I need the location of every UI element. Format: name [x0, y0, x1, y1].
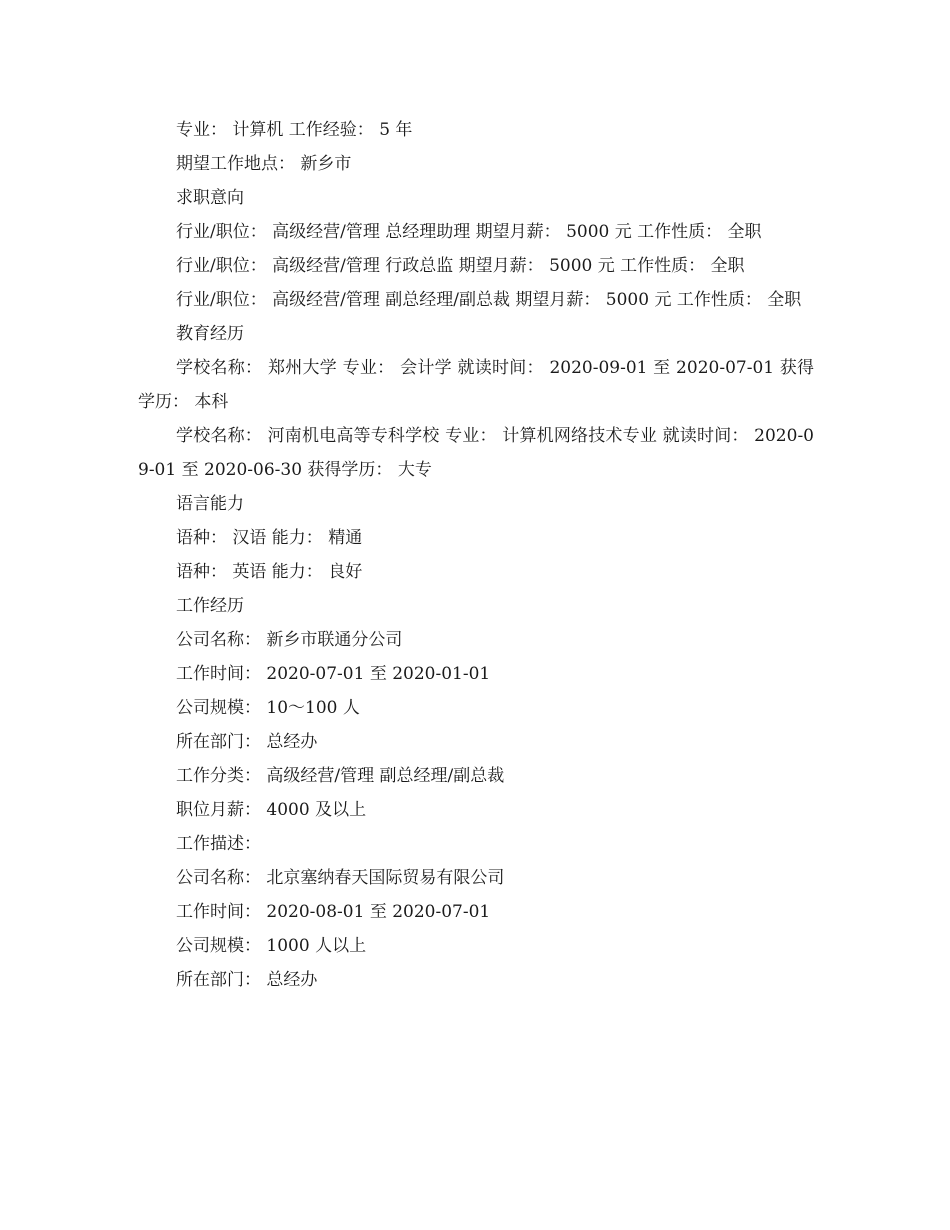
text: 所在部门： 总经办	[176, 732, 318, 752]
section-heading-education	[138, 317, 814, 351]
text: 学校名称： 郑州大学 专业： 会计学 就读时间： 2020-09-01 至 2020-07-01 获得学历： 本科	[138, 358, 814, 412]
line-company-name-2	[138, 861, 814, 895]
line-company-name-1	[138, 623, 814, 657]
text: 求职意向	[176, 188, 244, 208]
text: 行业/职位： 高级经营/管理 行政总监 期望月薪： 5000 元 工作性质： 全职	[176, 256, 745, 276]
section-heading-job-intention	[138, 181, 814, 215]
line-major-experience	[138, 113, 814, 147]
text: 语种： 汉语 能力： 精通	[176, 528, 363, 548]
line-job-description-1	[138, 827, 814, 861]
line-expected-location	[138, 147, 814, 181]
line-job-category-1	[138, 759, 814, 793]
text: 公司名称： 北京塞纳春天国际贸易有限公司	[176, 868, 505, 888]
text: 所在部门： 总经办	[176, 970, 318, 990]
text: 学校名称： 河南机电高等专科学校 专业： 计算机网络技术专业 就读时间： 2020-09-01 至 2020-06-30 获得学历： 大专	[138, 426, 814, 480]
line-work-period-2	[138, 895, 814, 929]
section-heading-work-history	[138, 589, 814, 623]
line-job-intention-3	[138, 283, 814, 317]
text: 公司名称： 新乡市联通分公司	[176, 630, 403, 650]
text: 职位月薪： 4000 及以上	[176, 800, 367, 820]
line-language-1	[138, 521, 814, 555]
line-department-2	[138, 963, 814, 997]
text: 期望工作地点： 新乡市	[176, 154, 352, 174]
line-language-2	[138, 555, 814, 589]
line-department-1	[138, 725, 814, 759]
text: 教育经历	[176, 324, 244, 344]
line-company-size-2	[138, 929, 814, 963]
text: 行业/职位： 高级经营/管理 总经理助理 期望月薪： 5000 元 工作性质： 全职	[176, 222, 762, 242]
text: 专业： 计算机 工作经验： 5 年	[176, 120, 413, 140]
text: 工作经历	[176, 596, 244, 616]
text: 行业/职位： 高级经营/管理 副总经理/副总裁 期望月薪： 5000 元 工作性质： 全职	[176, 290, 802, 310]
text: 工作时间： 2020-07-01 至 2020-01-01	[176, 664, 491, 684]
line-job-intention-1	[138, 215, 814, 249]
line-work-period-1	[138, 657, 814, 691]
line-job-intention-2	[138, 249, 814, 283]
line-company-size-1	[138, 691, 814, 725]
document-page	[138, 113, 814, 997]
text: 工作描述：	[176, 834, 261, 854]
line-monthly-salary-1	[138, 793, 814, 827]
text: 语言能力	[176, 494, 244, 514]
text: 工作时间： 2020-08-01 至 2020-07-01	[176, 902, 491, 922]
text: 公司规模： 1000 人以上	[176, 936, 367, 956]
text: 工作分类： 高级经营/管理 副总经理/副总裁	[176, 766, 505, 786]
section-heading-language	[138, 487, 814, 521]
text: 语种： 英语 能力： 良好	[176, 562, 363, 582]
line-education-2	[138, 419, 814, 487]
line-education-1	[138, 351, 814, 419]
text: 公司规模： 10～100 人	[176, 698, 360, 718]
